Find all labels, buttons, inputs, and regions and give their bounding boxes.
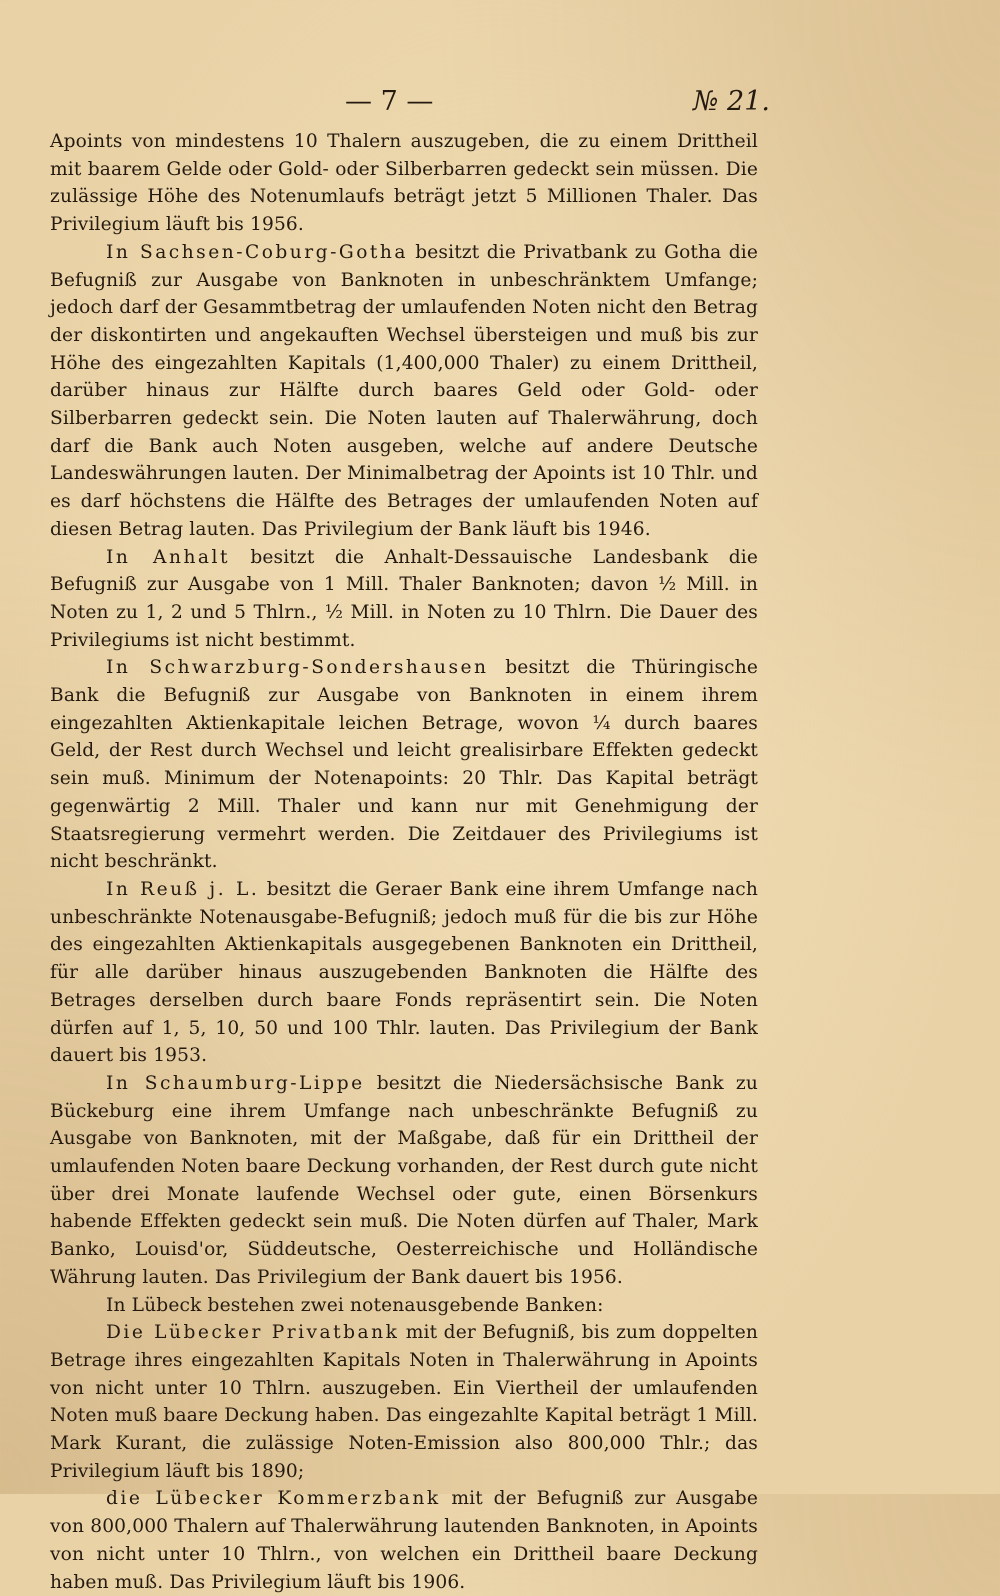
paragraph-lead: In Reuß j. L.: [106, 878, 260, 900]
issue-number: № 21.: [692, 86, 770, 117]
paragraph-2: In Sachsen-Coburg-Gotha besitzt die Privatbank zu Gotha die Befugniß zur Ausgabe von Banknoten in unbeschränktem Umfange; jedoch darf der Gesammtbetrag der umlaufenden Noten nicht den Betrag der diskontirten und angekauften Wechsel übersteigen und muß bis zur Höhe des eingezahlten Kapitals (1,400,000 Thaler) zu einem Drittheil, darüber hinaus zur Hälfte durch baares Geld oder Gold- oder Silberbarren gedeckt sein. Die Noten lauten auf Thalerwährung, doch darf die Bank auch Noten ausgeben, welche auf andere Deutsche Landeswährungen lauten. Der Minimalbetrag der Apoints ist 10 Thlr. und es darf höchstens die Hälfte des Betrages der umlaufenden Noten auf diesen Betrag lauten. Das Privilegium der Bank läuft bis 1946.: [50, 241, 758, 540]
paragraph-4: In Schwarzburg-Sondershausen besitzt die Thüringische Bank die Befugniß zur Ausgabe von Banknoten in einem ihrem eingezahlten Aktienkapitale leichen Betrage, wovon ¼ durch baares Geld, der Rest durch Wechsel und leicht grealisirbare Effekten gedeckt sein muß. Minimum der Notenapoints: 20 Thlr. Das Kapital beträgt gegenwärtig 2 Mill. Thaler und kann nur mit Genehmigung der Staatsregierung vermehrt werden. Die Zeitdauer des Privilegiums ist nicht beschränkt.: [50, 657, 759, 873]
paragraph-lead: In Anhalt: [106, 546, 230, 568]
paragraph-5: In Reuß j. L. besitzt die Geraer Bank eine ihrem Umfange nach unbeschränkte Notenausgabe-Befugniß; jedoch muß für die bis zur Höhe des eingezahlten Aktienkapitals ausgegebenen Banknoten ein Drittheil, für alle darüber hinaus auszugebenden Banknoten die Hälfte des Betrages derselben durch baare Fonds repräsentirt sein. Die Noten dürfen auf 1, 5, 10, 50 und 100 Thlr. lauten. Das Privilegium der Bank dauert bis 1953.: [50, 878, 758, 1067]
body-text: [50, 128, 758, 1596]
paragraph-3: In Anhalt besitzt die Anhalt-Dessauische Landesbank die Befugniß zur Ausgabe von 1 Mill. Thaler Banknoten; davon ½ Mill. in Noten zu 1, 2 und 5 Thlrn., ½ Mill. in Noten zu 10 Thlrn. Die Dauer des Privilegiums ist nicht bestimmt.: [50, 546, 758, 651]
paragraph-lead: In Schaumburg-Lippe: [106, 1072, 365, 1094]
paragraph-lead: In Sachsen-Coburg-Gotha: [106, 241, 408, 263]
page-number: — 7 —: [345, 86, 434, 117]
paragraph-lead: In Schwarzburg-Sondershausen: [106, 657, 489, 679]
paragraph-9: die Lübecker Kommerzbank mit der Befugniß zur Ausgabe von 800,000 Thalern auf Thalerwährung lautenden Banknoten, in Apoints von nicht unter 10 Thlrn., von welchen ein Drittheil baare Deckung haben muß. Das Privilegium läuft bis 1906.: [50, 1488, 759, 1593]
page-header: [300, 86, 770, 126]
paragraph-6: In Schaumburg-Lippe besitzt die Niedersächsische Bank zu Bückeburg eine ihrem Umfange nach unbeschränkte Befugniß zu Ausgabe von Banknoten, mit der Maßgabe, daß für ein Drittheil der umlaufenden Noten baare Deckung vorhanden, der Rest durch gute nicht über drei Monate laufende Wechsel oder gute, einen Börsenkurs habende Effekten gedeckt sein muß. Die Noten dürfen auf Thaler, Mark Banko, Louisd'or, Süddeutsche, Oesterreichische und Holländische Währung lauten. Das Privilegium der Bank dauert bis 1956.: [50, 1072, 758, 1288]
paragraph-7: In Lübeck bestehen zwei notenausgebende Banken:: [106, 1294, 604, 1316]
paragraph-lead: Die Lübecker Privatbank: [106, 1322, 400, 1344]
paragraph-lead: die Lübecker Kommerzbank: [106, 1488, 441, 1510]
paragraph-1: Apoints von mindestens 10 Thalern auszugeben, die zu einem Drittheil mit baarem Gelde oder Gold- oder Silberbarren gedeckt sein müssen. Die zulässige Höhe des Notenumlaufs beträgt jetzt 5 Millionen Thaler. Das Privilegium läuft bis 1956.: [50, 131, 758, 236]
paragraph-8: Die Lübecker Privatbank mit der Befugniß, bis zum doppelten Betrage ihres eingezahlten Kapitals Noten in Thalerwährung in Apoints von nicht unter 10 Thlrn. auszugeben. Ein Viertheil der umlaufenden Noten muß baare Deckung haben. Das eingezahlte Kapital beträgt 1 Mill. Mark Kurant, die zulässige Noten-Emission also 800,000 Thlr.; das Privilegium läuft bis 1890;: [50, 1322, 758, 1482]
